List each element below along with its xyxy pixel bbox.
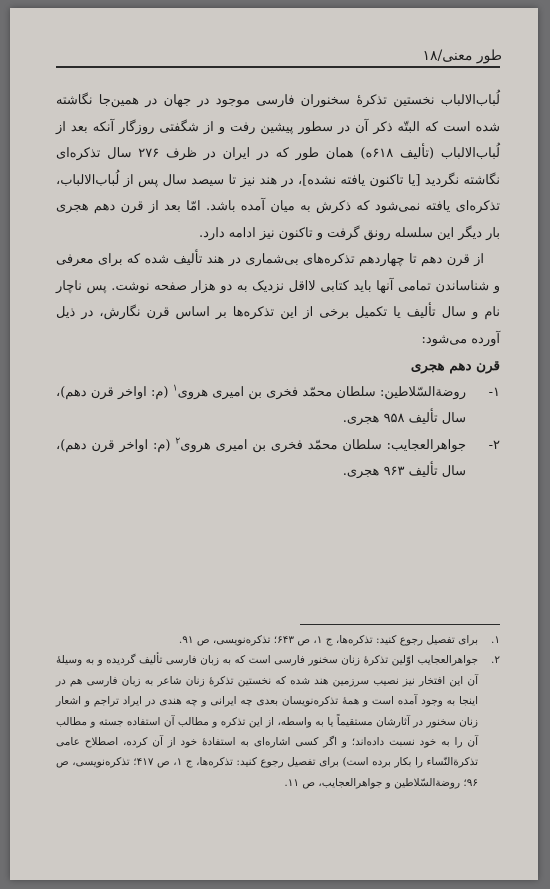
footnote bbox=[56, 630, 500, 650]
footnote-ref: ۱ bbox=[172, 383, 178, 394]
list-item bbox=[56, 380, 500, 433]
entry-text: روضة‌السّلاطین: سلطان محمّد فخری بن امیری هروی bbox=[177, 384, 466, 400]
footnote bbox=[56, 650, 500, 793]
entry-number: ۱- bbox=[488, 384, 500, 400]
footnote-number: ۲. bbox=[491, 654, 500, 667]
header-title: طور معنی/۱۸ bbox=[422, 48, 502, 64]
paragraph-1: لُباب‌الالباب نخستین تذکرهٔ سخنوران فارسی موجود در جهان در همین‌جا نگاشته شده است که البتّه ذکر آن در سطور پیشین رفت و از شگفتی روزگار آنکه بعد از لُباب‌الالباب (تألیف ۶۱۸ه) همان طور که در ایران در ظرف ۲۷۶ سال تذکره‌ای نگاشته نگردید [یا تاکنون یافته نشده]، در هند نیز تا سیصد سال پس از لُباب‌الالباب، تذکره‌ای یافته نمی‌شود که ذکرش به میان آمده باشد. امّا بعد از قرن دهم هجری بار دیگر این سلسله رونق گرفت و تاکنون نیز ادامه دارد. bbox=[56, 93, 501, 241]
footnote-text: برای تفصیل رجوع کنید: تذکره‌ها، ج ۱، ص ۶۴۳؛ تذکره‌نویسی، ص ۹۱. bbox=[178, 634, 478, 646]
entry-rest: (م: اواخر قرن دهم)، سال تألیف ۹۶۳ هجری. bbox=[56, 437, 466, 479]
list-item bbox=[56, 433, 500, 486]
running-header bbox=[62, 44, 502, 74]
footnote-separator bbox=[300, 624, 500, 625]
section-heading: قرن دهم هجری bbox=[410, 358, 500, 374]
footnote-ref: ۲ bbox=[175, 436, 181, 447]
entry-list bbox=[56, 380, 500, 486]
footnote-number: ۱. bbox=[491, 634, 500, 646]
footnote-text: جواهرالعجایب اوّلین تذکرهٔ زنان سخنور فارسی است که به زبان فارسی تألیف گردیده و به وسیلهٔ آن این افتخار نیز نصیب سرزمین هند شده که نخستین تذکرهٔ زنان شاعر به زبان فارسی هم در اینجا به وجود آمده است و همهٔ تذکره‌نویسان بعدی چه ایرانی و چه هندی در ایراد تراجم و اشعار زنان سخنور در آثارشان مستقیماً یا به واسطه، از این تذکره و مطالب آن استفاده جسته و مطالب آن را به خود نسبت داده‌اند؛ و اگر کسی اشاره‌ای به استفادهٔ خود از آن کرده، اصطلاح عامی تذکرةالنّساء را بکار برده است) برای تفصیل رجوع کنید: تذکره‌ها، ج ۱، ص ۴۱۷؛ تذکره‌نویسی، ص ۹۶؛ روضة‌السّلاطین و جواهرالعجایب، ص ۱۱. bbox=[56, 654, 479, 789]
entry-rest: (م: اواخر قرن دهم)، سال تألیف ۹۵۸ هجری. bbox=[56, 384, 466, 426]
entry-number: ۲- bbox=[488, 437, 500, 453]
paragraph-2: از قرن دهم تا چهاردهم تذکره‌های بی‌شماری در هند تألیف شده که برای معرفی و شناساندن تمامی آنها باید کتابی لااقل نزدیک به دو هزار صفحه نوشت. پس ناچار نام و سال تألیف یا تکمیل برخی از این تذکره‌ها بر اساس قرن نگارش، در ذیل آورده می‌شود: bbox=[56, 252, 500, 347]
entry-text: جواهرالعجایب: سلطان محمّد فخری بن امیری هروی bbox=[180, 437, 466, 453]
footnotes bbox=[56, 630, 500, 793]
main-text bbox=[56, 88, 500, 486]
header-rule bbox=[56, 66, 500, 68]
